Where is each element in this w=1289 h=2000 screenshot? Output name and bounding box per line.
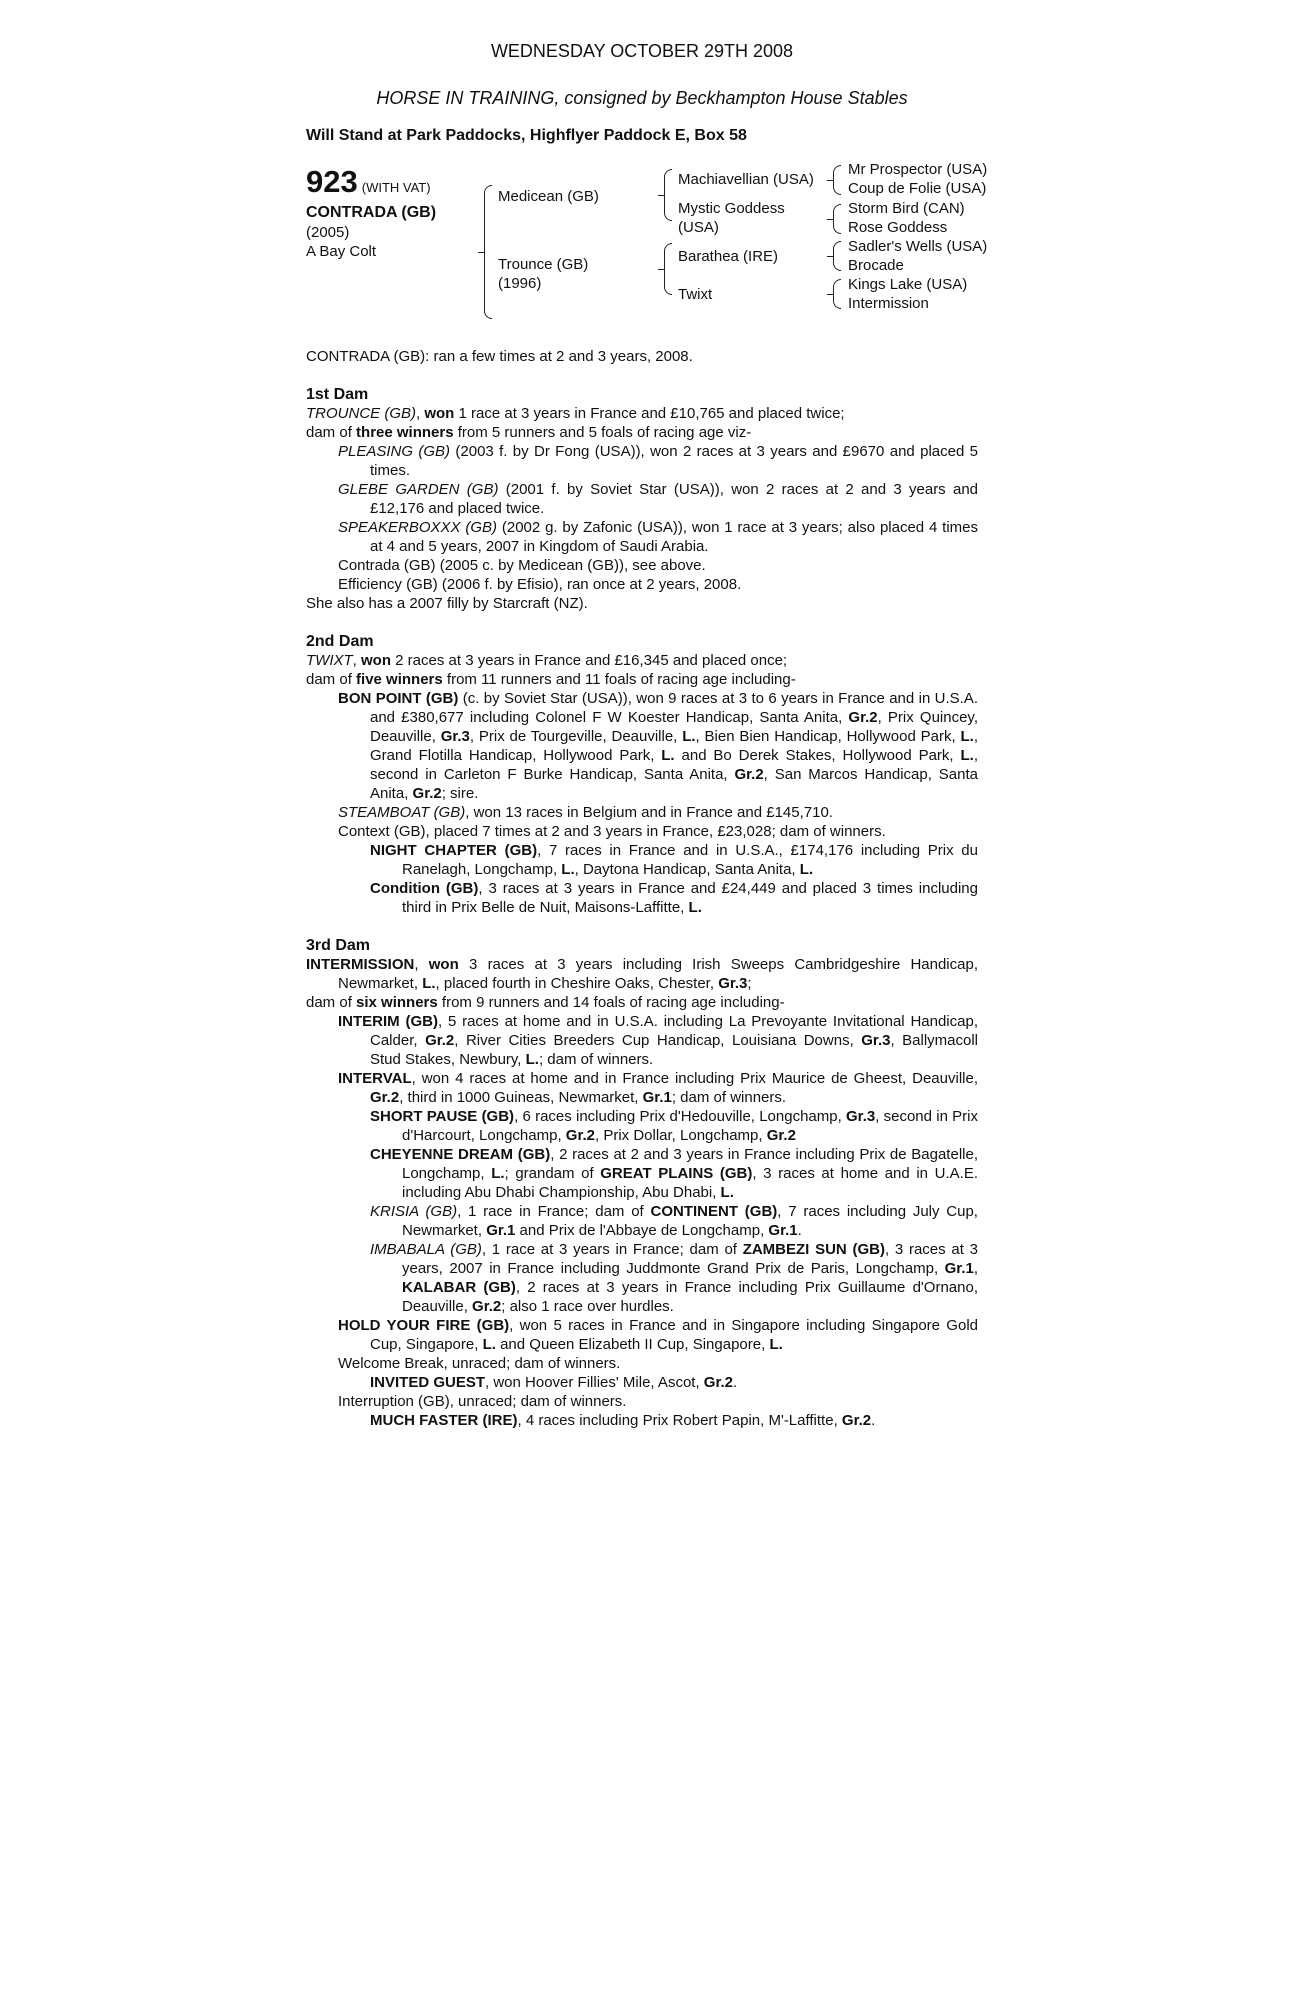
grandproduce-entry: MUCH FASTER (IRE), 4 races including Prix Robert Papin, M'-Laffitte, Gr.2. (370, 1412, 876, 1429)
dam-line: INTERMISSION, won 3 races at 3 years including Irish Sweeps Cambridgeshire Handicap, Newmarket, L., placed fourth in Cheshire Oaks, Chester, Gr.3; (306, 956, 978, 992)
sale-date: WEDNESDAY OCTOBER 29TH 2008 (490, 41, 794, 61)
catalogue-page (306, 40, 988, 1430)
grandproduce-entry: CHEYENNE DREAM (GB), 2 races at 2 and 3 years in France including Prix de Bagatelle, Longchamp, L.; grandam of GREAT PLAINS (GB), 3 races at home and in U.A.E. including Abu Dhabi Championship, Abu Dhabi, L. (370, 1146, 978, 1201)
dam-dam: Twixt (678, 286, 713, 303)
ancestor-4: Rose Goddess (848, 219, 948, 236)
produce-entry: STEAMBOAT (GB), won 13 races in Belgium and in France and £145,710. (338, 804, 833, 821)
foal-year: (2005) (306, 224, 350, 241)
horse-name: CONTRADA (GB) (306, 204, 437, 221)
dam-year: (1996) (498, 275, 542, 292)
grandproduce-entry: SHORT PAUSE (GB), 6 races including Prix d'Hedouville, Longchamp, Gr.3, second in Prix d'Harcourt, Longchamp, Gr.2, Prix Dollar, Longchamp, Gr.2 (370, 1108, 978, 1144)
grandproduce-entry: Condition (GB), 3 races at 3 years in France and £24,449 and placed 3 times including third in Prix Belle de Nuit, Maisons-Laffitte, L. (370, 880, 978, 916)
stand-location: Will Stand at Park Paddocks, Highflyer Paddock E, Box 58 (306, 127, 747, 144)
grandproduce-entry: NIGHT CHAPTER (GB), 7 races in France and in U.S.A., £174,176 including Prix du Ranelagh, Longchamp, L., Daytona Handicap, Santa Anita, L. (370, 842, 978, 878)
vat-note: (WITH VAT) (361, 180, 431, 195)
ancestor-7: Kings Lake (USA) (848, 276, 968, 293)
grandproduce-entry: INVITED GUEST, won Hoover Fillies' Mile, Ascot, Gr.2. (370, 1374, 738, 1391)
dam: Trounce (GB) (498, 256, 589, 273)
dam-of-line: dam of five winners from 11 runners and 11 foals of racing age including- (306, 671, 796, 688)
section-heading: 2nd Dam (306, 633, 374, 650)
produce-entry: Interruption (GB), unraced; dam of winners. (338, 1393, 627, 1410)
ancestor-2: Coup de Folie (USA) (848, 180, 987, 197)
produce-entry: Welcome Break, unraced; dam of winners. (338, 1355, 621, 1372)
produce-entry: INTERVAL, won 4 races at home and in France including Prix Maurice de Gheest, Deauville, Gr.2, third in 1000 Guineas, Newmarket, Gr.1; dam of winners. (338, 1070, 978, 1106)
ancestor-8: Intermission (848, 295, 929, 312)
produce-entry: Efficiency (GB) (2006 f. by Efisio), ran once at 2 years, 2008. (338, 576, 742, 593)
pedigree-block (306, 161, 988, 325)
ancestor-1: Mr Prospector (USA) (848, 161, 988, 178)
produce-note: She also has a 2007 filly by Starcraft (NZ). (306, 595, 588, 612)
third-dam-section (306, 936, 978, 1430)
produce-entry: INTERIM (GB), 5 races at home and in U.S.A. including La Prevoyante Invitational Handicap, Calder, Gr.2, River Cities Breeders Cup Handicap, Louisiana Downs, Gr.3, Ballymacoll Stud Stakes, Newbury, L.; dam of winners. (338, 1013, 978, 1068)
produce-entry: BON POINT (GB) (c. by Soviet Star (USA)), won 9 races at 3 to 6 years in France and in U.S.A. and £380,677 including Colonel F W Koester Handicap, Santa Anita, Gr.2, Prix Quincey, Deauville, Gr.3, Prix de Tourgeville, Deauville, L., Bien Bien Handicap, Hollywood Park, L., Grand Flotilla Handicap, Hollywood Park, L. and Bo Derek Stakes, Hollywood Park, L., second in Carleton F Burke Handicap, Santa Anita, Gr.2, San Marcos Handicap, Santa Anita, Gr.2; sire. (338, 690, 979, 802)
sire-dam-line1: Mystic Goddess (678, 200, 785, 217)
sire: Medicean (GB) (498, 188, 599, 205)
horse-description: A Bay Colt (306, 243, 377, 260)
ancestor-3: Storm Bird (CAN) (848, 200, 965, 217)
section-heading: 3rd Dam (306, 937, 371, 954)
brace-g34 (833, 204, 841, 234)
first-dam-section (306, 385, 978, 613)
dam-sire: Barathea (IRE) (678, 248, 779, 265)
brace-g56 (833, 241, 841, 271)
lot-info (306, 165, 436, 261)
dam-of-line: dam of six winners from 9 runners and 14 foals of racing age including- (306, 994, 785, 1011)
sire-dam-line2: (USA) (678, 219, 719, 236)
grandproduce-entry: IMBABALA (GB), 1 race at 3 years in France; dam of ZAMBEZI SUN (GB), 3 races at 3 years, 2007 in France including Juddmonte Grand Prix de Paris, Longchamp, Gr.1, KALABAR (GB), 2 races at 3 years in France including Prix Guillaume d'Ornano, Deauville, Gr.2; also 1 race over hurdles. (370, 1241, 978, 1315)
sire-sire: Machiavellian (USA) (678, 171, 814, 188)
brace-sire-parents (664, 169, 672, 221)
brace-dam-parents (664, 243, 672, 295)
produce-entry: PLEASING (GB) (2003 f. by Dr Fong (USA)), won 2 races at 3 years and £9670 and placed 5 times. (338, 443, 979, 479)
dam-line: TWIXT, won 2 races at 3 years in France and £16,345 and placed once; (306, 652, 788, 669)
ancestor-5: Sadler's Wells (USA) (848, 238, 988, 255)
produce-entry: HOLD YOUR FIRE (GB), won 5 races in France and in Singapore including Singapore Gold Cup, Singapore, L. and Queen Elizabeth II Cup, Singapore, L. (338, 1317, 978, 1353)
dam-of-line: dam of three winners from 5 runners and 5 foals of racing age viz- (306, 424, 752, 441)
second-dam-section (306, 632, 978, 917)
ancestor-6: Brocade (848, 257, 904, 274)
race-summary: CONTRADA (GB): ran a few times at 2 and 3 years, 2008. (306, 348, 693, 365)
grandproduce-entry: KRISIA (GB), 1 race in France; dam of CONTINENT (GB), 7 races including July Cup, Newmarket, Gr.1 and Prix de l'Abbaye de Longchamp, Gr.1. (370, 1203, 978, 1239)
dam-line: TROUNCE (GB), won 1 race at 3 years in France and £10,765 and placed twice; (306, 405, 845, 422)
brace-g78 (833, 279, 841, 309)
produce-entry: SPEAKERBOXXX (GB) (2002 g. by Zafonic (USA)), won 1 race at 3 years; also placed 4 times at 4 and 5 years, 2007 in Kingdom of Saudi Arabia. (338, 519, 978, 555)
produce-entry: GLEBE GARDEN (GB) (2001 f. by Soviet Star (USA)), won 2 races at 2 and 3 years and £12,176 and placed twice. (338, 481, 979, 517)
brace-parents (484, 185, 492, 319)
section-heading: 1st Dam (306, 386, 369, 403)
produce-entry: Context (GB), placed 7 times at 2 and 3 years in France, £23,028; dam of winners. (338, 823, 886, 840)
brace-g12 (833, 165, 841, 195)
consignment-line: HORSE IN TRAINING, consigned by Beckhampton House Stables (376, 88, 908, 108)
lot-number: 923 (306, 164, 358, 199)
produce-entry: Contrada (GB) (2005 c. by Medicean (GB)), see above. (338, 557, 706, 574)
